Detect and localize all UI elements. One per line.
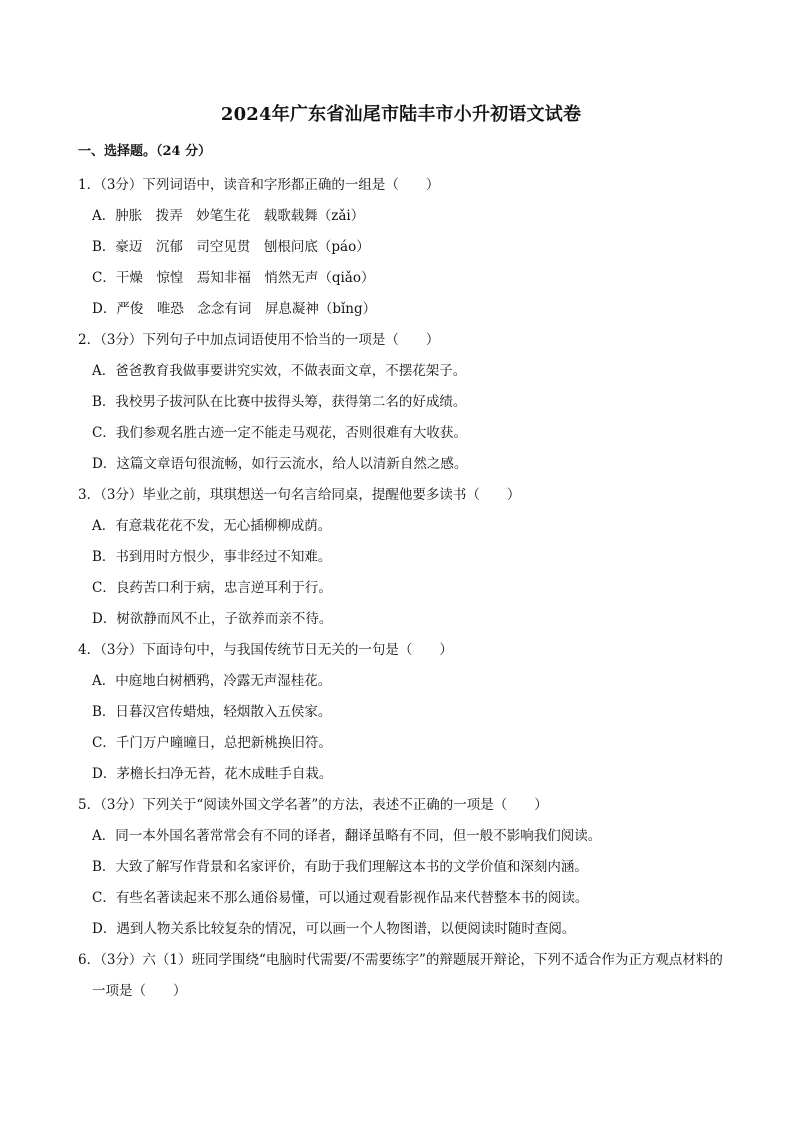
option-c: C．我们参观名胜古迹一定不能走马观花，否则很难有大收获。: [92, 425, 467, 441]
option-a: A．爸爸教育我做事要讲究实效，不做表面文章，不摆花架子。: [92, 363, 467, 379]
question-4: [78, 635, 724, 790]
option-b: B．我校男子拔河队在比赛中拔得头筹，获得第二名的好成绩。: [92, 394, 467, 410]
option-a: A．中庭地白树栖鸦，冷露无声湿桂花。: [92, 673, 332, 689]
option-c: C．有些名著读起来不那么通俗易懂，可以通过观看影视作品来代替整本书的阅读。: [92, 890, 589, 906]
option-b: B．书到用时方恨少，事非经过不知难。: [92, 549, 332, 565]
question-stem: 3．（3分）毕业之前，琪琪想送一句名言给同桌，提醒他要多读书（ ）: [78, 487, 521, 503]
question-1: [78, 170, 724, 325]
option-b: B．大致了解写作背景和名家评价，有助于我们理解这本书的文学价值和深刻内涵。: [92, 859, 588, 875]
option-a: A．同一本外国名著常常会有不同的译者，翻译虽略有不同，但一般不影响我们阅读。: [92, 828, 602, 844]
question-stem: 2．（3分）下列句子中加点词语使用不恰当的一项是（ ）: [78, 332, 440, 348]
option-d: D．这篇文章语句很流畅，如行云流水，给人以清新自然之感。: [92, 456, 468, 472]
option-c: C．干燥 惊惶 焉知非福 悄然无声（qiǎo）: [92, 270, 375, 286]
question-stem: 1．（3分）下列词语中，读音和字形都正确的一组是（ ）: [78, 177, 440, 193]
option-d: D．树欲静而风不止，子欲养而亲不待。: [92, 611, 333, 627]
option-d: D．茅檐长扫净无苔，花木成畦手自栽。: [92, 766, 333, 782]
section-heading: 一、选择题。（24 分）: [78, 144, 212, 159]
question-6: [78, 945, 724, 1007]
question-stem: 4．（3分）下面诗句中，与我国传统节日无关的一句是（ ）: [78, 642, 453, 658]
question-stem: 6．（3分）六（1）班同学围绕“电脑时代需要/不需要练字”的辩题展开辩论，下列不适合作为正方观点材料的一项是（ ）: [78, 952, 723, 999]
option-a: A．有意栽花花不发，无心插柳柳成荫。: [92, 518, 332, 534]
question-3: [78, 480, 724, 635]
option-c: C．千门万户曈曈日，总把新桃换旧符。: [92, 735, 332, 751]
option-d: D．遇到人物关系比较复杂的情况，可以画一个人物图谱，以便阅读时随时查阅。: [92, 921, 576, 937]
option-a: A．肿胀 拨弄 妙笔生花 载歌载舞（zǎi）: [92, 208, 365, 224]
option-c: C．良药苦口利于病，忠言逆耳利于行。: [92, 580, 332, 596]
option-d: D．严俊 唯恐 念念有词 屏息凝神（bǐng）: [92, 301, 377, 317]
option-b: B．豪迈 沉郁 司空见贯 刨根问底（páo）: [92, 239, 370, 255]
option-b: B．日暮汉宫传蜡烛，轻烟散入五侯家。: [92, 704, 332, 720]
question-stem: 5．（3分）下列关于“阅读外国文学名著”的方法，表述不正确的一项是（ ）: [78, 797, 548, 813]
question-2: [78, 325, 724, 480]
question-5: [78, 790, 724, 945]
page-title: 2024年广东省汕尾市陆丰市小升初语文试卷: [220, 104, 582, 125]
